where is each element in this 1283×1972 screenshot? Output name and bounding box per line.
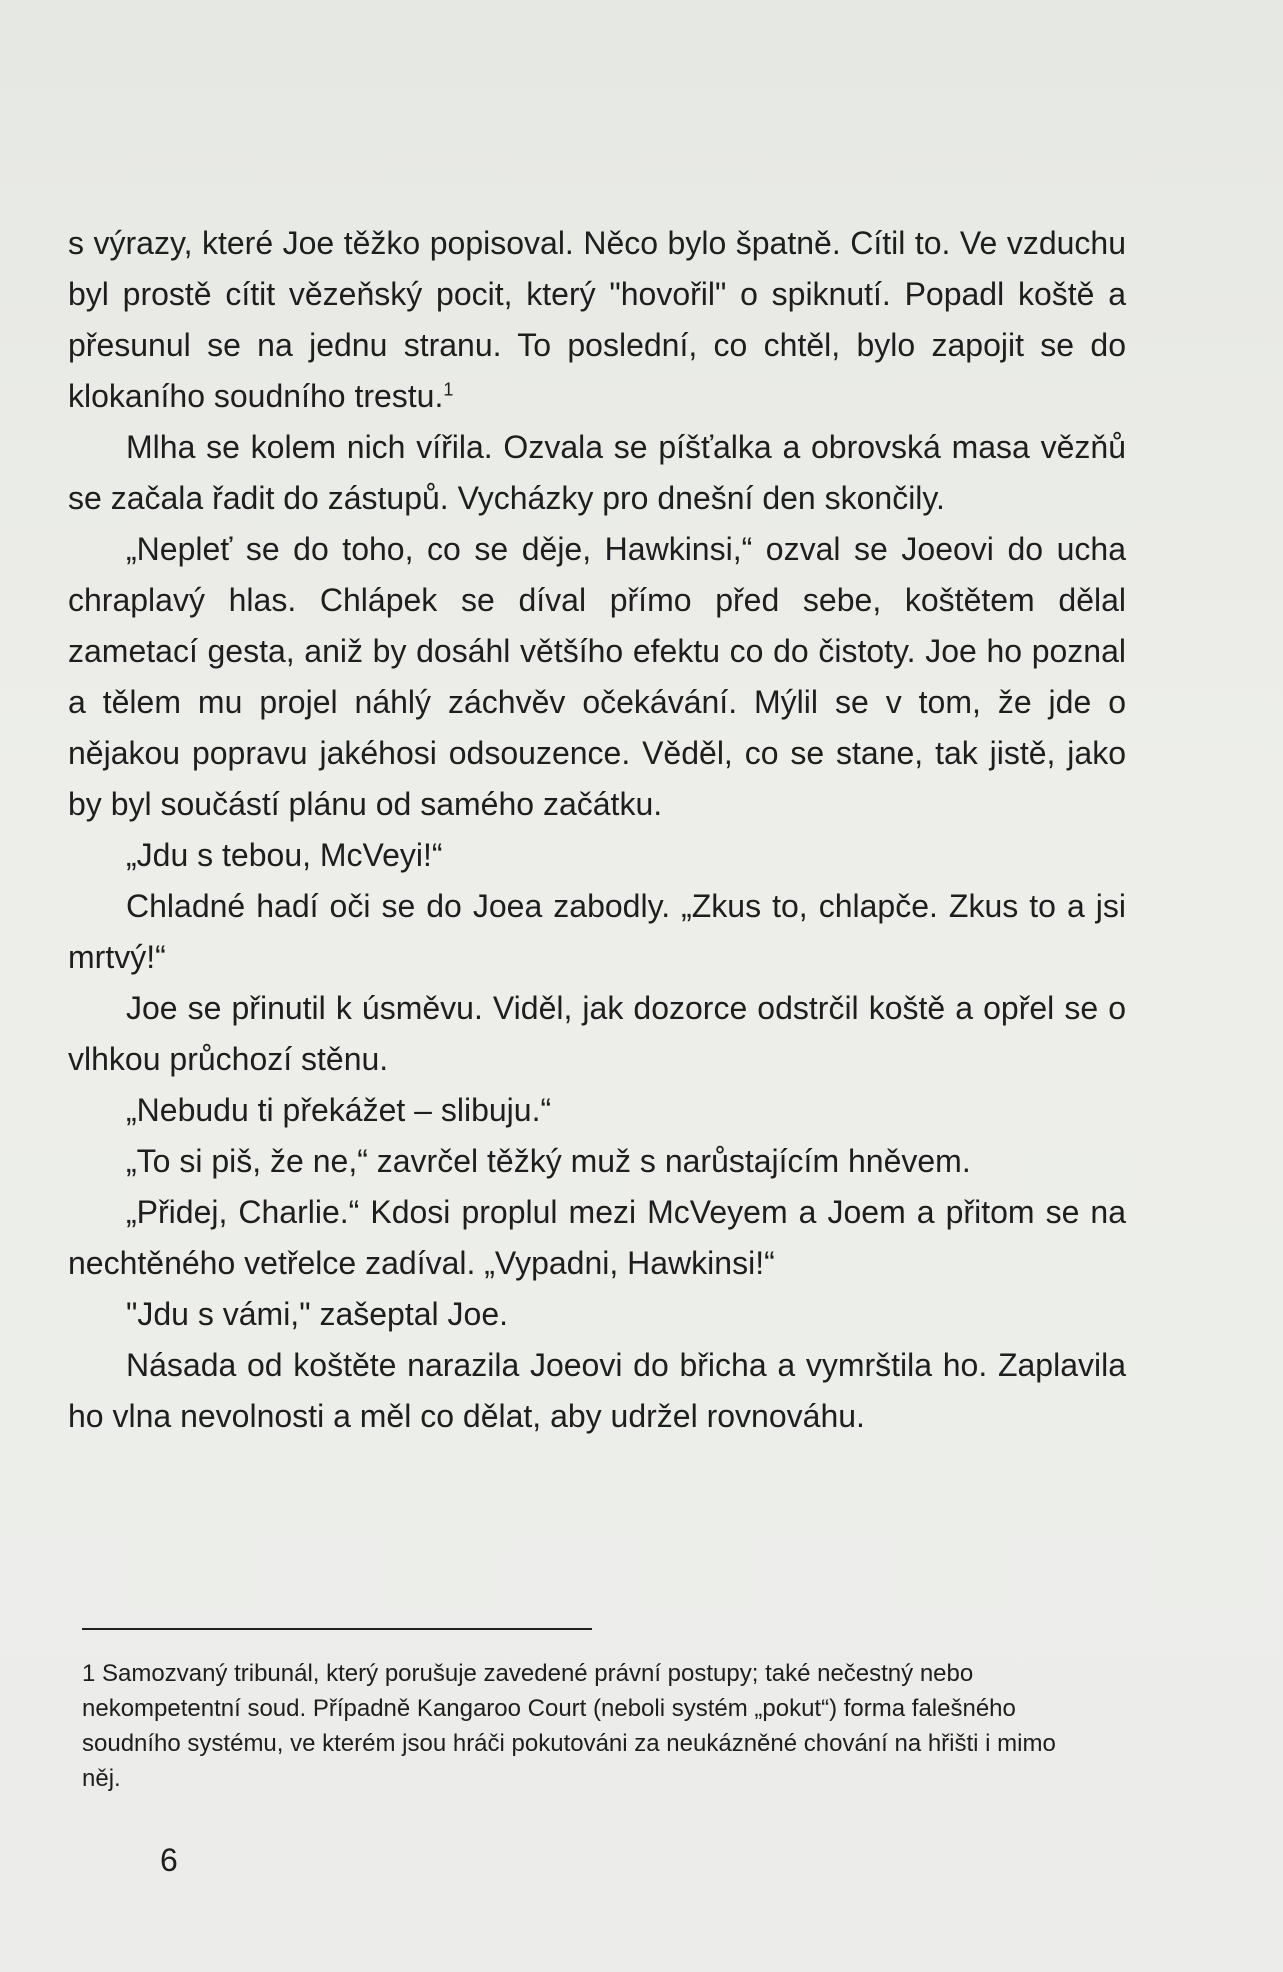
footnote-marker: 1 <box>82 1660 96 1687</box>
page-number: 6 <box>160 1842 178 1878</box>
paragraph: Násada od koštěte narazila Joeovi do břicha a vymrštila ho. Zaplavila ho vlna nevolnosti a měl co dělat, aby udržel rovnováhu. <box>68 1347 1126 1434</box>
paragraph: „Přidej, Charlie.“ Kdosi proplul mezi McVeyem a Joem a přitom se na nechtěného vetřelce zadíval. „Vypadni, Hawkinsi!“ <box>68 1194 1126 1281</box>
footnote-divider <box>82 1628 592 1630</box>
footnote <box>82 1656 1082 1796</box>
paragraph: "Jdu s vámi," zašeptal Joe. <box>126 1296 508 1332</box>
paragraph: „To si piš, že ne,“ zavrčel těžký muž s narůstajícím hněvem. <box>126 1143 971 1179</box>
paragraph: „Nebudu ti překážet – slibuju.“ <box>126 1092 552 1128</box>
body-text <box>68 218 1126 1442</box>
paragraph: „Nepleť se do toho, co se děje, Hawkinsi,“ ozval se Joeovi do ucha chraplavý hlas. Chlápek se díval přímo před sebe, koštětem dělal zametací gesta, aniž by dosáhl většího efektu co do čistoty. Joe ho poznal a tělem mu projel náhlý záchvěv očekávání. Mýlil se v tom, že jde o nějakou popravu jakéhosi odsouzence. Věděl, co se stane, tak jistě, jako by byl součástí plánu od samého začátku. <box>68 531 1126 822</box>
paragraph: Mlha se kolem nich vířila. Ozvala se píšťalka a obrovská masa vězňů se začala řadit do zástupů. Vycházky pro dnešní den skončily. <box>68 429 1126 516</box>
paragraph: s výrazy, které Joe těžko popisoval. Něco bylo špatně. Cítil to. Ve vzduchu byl prostě cítit vězeňský pocit, který "hovořil" o spiknutí. Popadl koště a přesunul se na jednu stranu. To poslední, co chtěl, bylo zapojit se do klokaního soudního trestu.$^1$ <box>68 225 1126 414</box>
paragraph: Chladné hadí oči se do Joea zabodly. „Zkus to, chlapče. Zkus to a jsi mrtvý!“ <box>68 888 1126 975</box>
paragraph: „Jdu s tebou, McVeyi!“ <box>126 837 443 873</box>
footnote-reference: 1 <box>443 379 454 400</box>
footnote-text: Samozvaný tribunál, který porušuje zavedené právní postupy; také nečestný nebo nekompetentní soud. Případně Kangaroo Court (neboli systém „pokut“) forma falešného soudního systému, ve kterém jsou hráči pokutováni za neukázněné chování na hřišti i mimo něj. <box>82 1660 1056 1792</box>
paragraph: Joe se přinutil k úsměvu. Viděl, jak dozorce odstrčil koště a opřel se o vlhkou průchozí stěnu. <box>68 990 1126 1077</box>
